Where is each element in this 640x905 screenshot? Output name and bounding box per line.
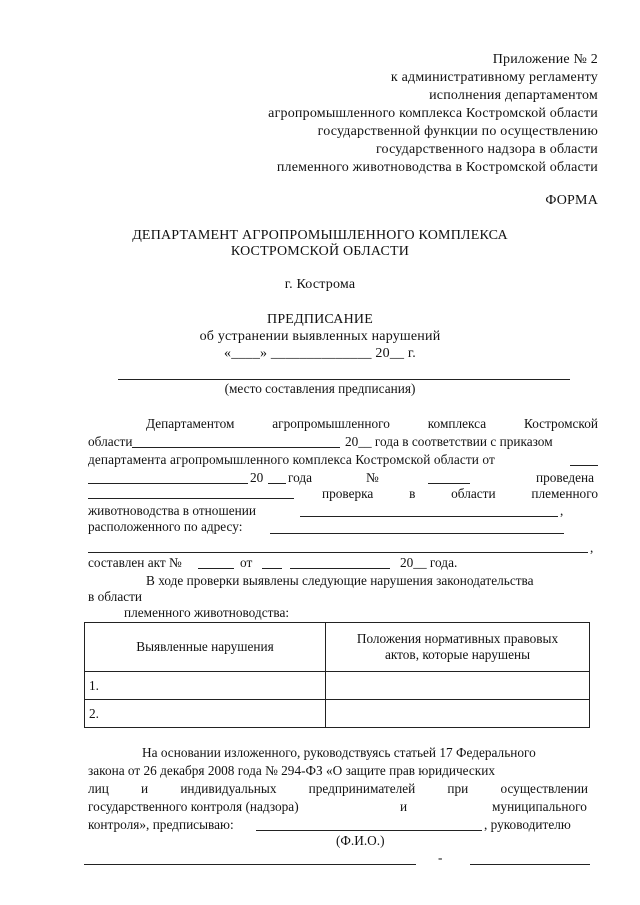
department-line-2: КОСТРОМСКОЙ ОБЛАСТИ <box>230 244 410 259</box>
table-header-row <box>85 623 590 672</box>
body-line-6-blank <box>300 516 558 517</box>
appendix-line-4: агропромышленного комплекса Костромской области <box>268 106 598 121</box>
document-title: ПРЕДПИСАНИЕ <box>267 312 373 327</box>
city: г. Кострома <box>284 277 356 292</box>
department-line-1: ДЕПАРТАМЕНТ АГРОПРОМЫШЛЕННОГО КОМПЛЕКСА <box>132 228 508 243</box>
body-line-3-blank <box>570 465 598 466</box>
body-line-12: племенного животноводства: <box>124 605 290 620</box>
body-line-8-blank <box>88 552 588 553</box>
body-line-6-start: животноводства в отношении <box>88 503 256 518</box>
place-caption: (место составления предписания) <box>224 381 416 396</box>
closing-line-5-a: контроля», предписываю: <box>88 817 234 832</box>
body-line-2-blank <box>132 447 340 448</box>
table-cell-empty <box>326 672 590 700</box>
date-line: «____» ______________ 20__ г. <box>224 346 416 361</box>
body-line-4-blank-1 <box>88 483 248 484</box>
body-line-2-mid: 20__ года в соответствии с приказом <box>345 434 553 449</box>
closing-line-2: закона от 26 декабря 2008 года № 294-ФЗ «О защите прав юридических <box>88 763 496 778</box>
body-line-7-start: расположенного по адресу: <box>88 519 243 534</box>
body-line-5: проверка в области племенного <box>322 486 598 501</box>
body-line-4-blank-2 <box>268 483 286 484</box>
act-label: составлен акт № <box>88 555 182 570</box>
act-day-blank <box>262 568 282 569</box>
body-line-5-blank <box>88 498 294 499</box>
body-line-4-a: 20 <box>250 470 264 485</box>
form-label: ФОРМА <box>545 193 598 208</box>
body-line-2-start: области <box>88 434 133 449</box>
document-subtitle: об устранении выявленных нарушений <box>199 329 441 344</box>
closing-line-4-a: государственного контроля (надзора) <box>88 799 299 814</box>
body-line-7-blank <box>270 533 564 534</box>
act-month-blank <box>290 568 390 569</box>
closing-line-5-blank <box>256 830 482 831</box>
body-line-6-end: , <box>560 503 564 518</box>
body-line-10: В ходе проверки выявлены следующие нарушения законодательства <box>146 573 534 588</box>
place-underline <box>118 379 570 380</box>
appendix-line-6: государственного надзора в области <box>375 142 598 157</box>
table-cell-number: 1. <box>85 672 326 700</box>
appendix-line-1: Приложение № 2 <box>492 52 598 67</box>
closing-line-3: лиц и индивидуальных предпринимателей при осуществлении <box>88 781 588 796</box>
violations-table <box>84 622 590 728</box>
closing-line-4-b: и <box>400 799 408 814</box>
body-line-1: Департаментом агропромышленного комплекса Костромской <box>146 416 598 431</box>
appendix-line-7: племенного животноводства в Костромской области <box>276 160 598 175</box>
closing-line-4-c: муниципального <box>492 799 587 814</box>
body-line-4-d: проведена <box>536 470 595 485</box>
table-row <box>85 700 590 728</box>
table-cell-empty <box>326 700 590 728</box>
act-year: 20__ года. <box>400 555 458 570</box>
body-line-4-b: года <box>288 470 313 485</box>
body-line-11: в области <box>88 589 143 604</box>
table-header-regulations: Положения нормативных правовых актов, которые нарушены <box>326 623 590 672</box>
bottom-blank-1 <box>84 864 416 865</box>
closing-line-1: На основании изложенного, руководствуясь статьей 17 Федерального <box>142 745 536 760</box>
body-line-4-blank-3 <box>428 483 470 484</box>
table-cell-number: 2. <box>85 700 326 728</box>
table-row <box>85 672 590 700</box>
appendix-line-2: к административному регламенту <box>390 70 598 85</box>
act-from: от <box>240 555 253 570</box>
fio-caption: (Ф.И.О.) <box>336 833 385 848</box>
closing-line-5-b: , руководителю <box>484 817 571 832</box>
body-line-3-start: департамента агропромышленного комплекса Костромской области от <box>88 452 495 467</box>
bottom-dash: - <box>438 850 443 865</box>
body-line-4-c: № <box>366 470 379 485</box>
appendix-line-5: государственной функции по осуществлению <box>317 124 598 139</box>
act-number-blank <box>198 568 234 569</box>
table-header-violations: Выявленные нарушения <box>85 623 326 672</box>
body-line-8-end: , <box>590 540 594 555</box>
bottom-blank-2 <box>470 864 590 865</box>
appendix-line-3: исполнения департаментом <box>429 88 598 103</box>
